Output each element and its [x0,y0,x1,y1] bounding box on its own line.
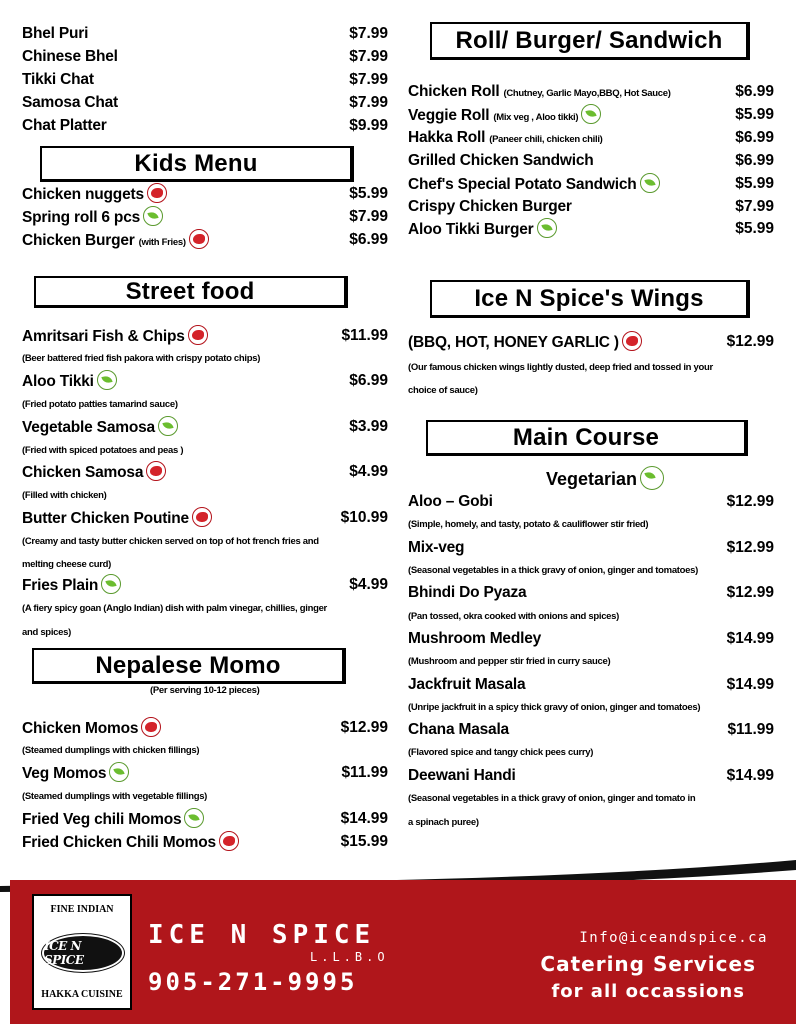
menu-item [408,676,774,698]
item-name: Chana Masala [408,721,509,738]
item-price: $14.99 [340,810,388,827]
item-name: Aloo Tikki Burger [408,220,557,240]
item-price: $15.99 [340,833,388,850]
menu-item [22,418,388,440]
item-name: Chicken Momos [22,719,161,739]
email-address[interactable]: Info@iceandspice.ca [579,930,768,946]
menu-item [22,719,388,741]
item-name: Jackfruit Masala [408,676,526,693]
item-name: Butter Chicken Poutine [22,509,212,529]
item-name: Veggie Roll (Mix veg , Aloo tikki) [408,106,601,126]
item-name: Fried Chicken Chili Momos [22,833,239,853]
item-description: (Creamy and tasty butter chicken served on top of hot french fries and [22,536,319,547]
item-price: $6.99 [735,152,774,169]
item-price: $11.99 [341,764,388,781]
item-price: $14.99 [726,630,774,647]
section-title-main-course: Main Course [426,420,748,456]
menu-item [22,576,388,598]
non-veg-icon [141,717,161,737]
non-veg-icon [146,461,166,481]
item-price: $5.99 [735,220,774,237]
item-name: Vegetable Samosa [22,418,178,438]
logo-top-text: FINE INDIAN [50,904,114,915]
section-subnote: (Per serving 10-12 pieces) [150,685,260,696]
item-note: (Chutney, Garlic Mayo,BBQ, Hot Sauce) [503,88,671,99]
item-name: Mushroom Medley [408,630,542,647]
item-name: Bhindi Do Pyaza [408,584,527,601]
menu-item [408,493,774,515]
menu-item [22,833,388,855]
item-description: and spices) [22,627,71,638]
section-title-street-food: Street food [34,276,348,308]
section-title-kids-menu: Kids Menu [40,146,354,182]
restaurant-logo [32,894,132,1010]
menu-item [408,198,774,220]
item-price: $7.99 [735,198,774,215]
item-price: $4.99 [349,463,388,480]
menu-item [22,509,388,531]
logo-emblem: ICE N SPICE [42,934,124,972]
item-price: $11.99 [341,327,388,344]
menu-item [408,106,774,128]
item-name: Chicken Roll (Chutney, Garlic Mayo,BBQ, Hot Sauce) [408,83,671,100]
item-price: $3.99 [349,418,388,435]
item-price: $5.99 [735,175,774,192]
item-price: $10.99 [340,509,388,526]
item-name: Spring roll 6 pcs [22,208,163,228]
section-title-wings: Ice N Spice's Wings [430,280,750,318]
item-name: Bhel Puri [22,25,89,42]
item-name: Chinese Bhel [22,48,118,65]
item-description: choice of sauce) [408,385,478,396]
item-description: (Simple, homely, and tasty, potato & cauliflower stir fried) [408,519,649,530]
item-price: $7.99 [349,71,388,88]
item-name: Fries Plain [22,576,121,596]
veg-icon [97,370,117,390]
menu-item [408,630,774,652]
menu-item [22,185,388,207]
item-name: Chicken Burger (with Fries) [22,231,209,251]
item-price: $6.99 [735,83,774,100]
item-description: (Beer battered fried fish pakora with crispy potato chips) [22,353,261,364]
menu-item [408,129,774,151]
item-note: (with Fries) [138,237,186,249]
menu-item [22,25,388,47]
menu-item [22,117,388,139]
subheading-vegetarian: Vegetarian [546,468,664,492]
menu-item [408,721,774,743]
item-name: Chicken nuggets [22,185,167,205]
item-price: $12.99 [726,539,774,556]
item-name: Amritsari Fish & Chips [22,327,208,347]
catering-text [540,950,756,1006]
non-veg-icon [189,229,209,249]
item-price: $12.99 [726,584,774,601]
item-price: $7.99 [349,25,388,42]
menu-item [22,372,388,394]
item-price: $14.99 [726,767,774,784]
item-description: (Seasonal vegetables in a thick gravy of onion, ginger and tomatoes) [408,565,699,576]
item-description: (Our famous chicken wings lightly dusted, deep fried and tossed in your [408,362,713,373]
menu-item [408,333,774,355]
item-name: Chicken Samosa [22,463,166,483]
item-description: a spinach puree) [408,817,479,828]
item-name: Fried Veg chili Momos [22,810,204,830]
catering-line-1: Catering Services [540,952,756,976]
item-name: Crispy Chicken Burger [408,198,572,215]
footer-banner [10,880,796,1024]
veg-icon [640,466,664,490]
menu-item [408,767,774,789]
phone-number[interactable]: 905-271-9995 [148,968,358,996]
menu-item [22,764,388,786]
veg-icon [143,206,163,226]
item-name: Hakka Roll (Paneer chili, chicken chili) [408,129,603,146]
item-price: $14.99 [726,676,774,693]
item-price: $6.99 [349,231,388,248]
veg-icon [101,574,121,594]
item-name: Deewani Handi [408,767,516,784]
item-price: $5.99 [735,106,774,123]
menu-item [22,94,388,116]
item-name: Aloo – Gobi [408,493,493,510]
veg-icon [158,416,178,436]
menu-item [22,463,388,485]
item-price: $12.99 [726,493,774,510]
non-veg-icon [188,325,208,345]
item-name: Veg Momos [22,764,129,784]
item-name: Samosa Chat [22,94,118,111]
item-note: (Paneer chili, chicken chili) [489,134,603,145]
menu-item [408,584,774,606]
menu-item [22,48,388,70]
item-price: $12.99 [340,719,388,736]
logo-bottom-text: HAKKA CUISINE [41,989,123,1000]
non-veg-icon [147,183,167,203]
item-name: Aloo Tikki [22,372,117,392]
item-price: $9.99 [349,117,388,134]
item-name: Chat Platter [22,117,107,134]
section-title-roll-burger-sandwich: Roll/ Burger/ Sandwich [430,22,750,60]
item-price: $7.99 [349,48,388,65]
brand-name: ICE N SPICE [148,920,376,950]
menu-item [22,231,388,253]
menu-item [22,208,388,230]
veg-icon [640,173,660,193]
menu-item [408,83,774,105]
item-description: (Seasonal vegetables in a thick gravy of onion, ginger and tomato in [408,793,696,804]
menu-item [22,71,388,93]
item-price: $7.99 [349,94,388,111]
item-description: (Steamed dumplings with vegetable fillings) [22,791,208,802]
brand-license: L.L.B.O [310,950,389,964]
veg-icon [109,762,129,782]
item-price: $6.99 [349,372,388,389]
menu-item [22,327,388,349]
item-name: Mix-veg [408,539,465,556]
item-description: melting cheese curd) [22,559,112,570]
non-veg-icon [192,507,212,527]
non-veg-icon [622,331,642,351]
item-name: Tikki Chat [22,71,94,88]
item-name: Grilled Chicken Sandwich [408,152,594,169]
item-price: $4.99 [349,576,388,593]
menu-item [408,220,774,242]
menu-item [22,810,388,832]
catering-line-2: for all occassions [551,981,745,1002]
veg-icon [581,104,601,124]
item-description: (Fried potato patties tamarind sauce) [22,399,178,410]
veg-icon [184,808,204,828]
item-description: (Fried with spiced potatoes and peas ) [22,445,184,456]
item-name: Chef's Special Potato Sandwich [408,175,660,195]
menu-item [408,152,774,174]
item-note: (Mix veg , Aloo tikki) [493,112,579,124]
item-description: (Steamed dumplings with chicken fillings) [22,745,200,756]
menu-item [408,539,774,561]
item-description: (Unripe jackfruit in a spicy thick gravy of onion, ginger and tomatoes) [408,702,701,713]
non-veg-icon [219,831,239,851]
item-price: $5.99 [349,185,388,202]
item-description: (Flavored spice and tangy chick pees curry) [408,747,594,758]
item-price: $11.99 [727,721,774,738]
item-price: $6.99 [735,129,774,146]
item-price: $7.99 [349,208,388,225]
menu-item [408,175,774,197]
item-description: (Filled with chicken) [22,490,107,501]
section-title-nepalese-momo: Nepalese Momo [32,648,346,684]
item-description: (A fiery spicy goan (Anglo Indian) dish with palm vinegar, chillies, ginger [22,603,327,614]
item-description: (Mushroom and pepper stir fried in curry sauce) [408,656,611,667]
veg-icon [537,218,557,238]
item-name: (BBQ, HOT, HONEY GARLIC ) [408,333,642,353]
item-description: (Pan tossed, okra cooked with onions and spices) [408,611,620,622]
item-price: $12.99 [726,333,774,350]
